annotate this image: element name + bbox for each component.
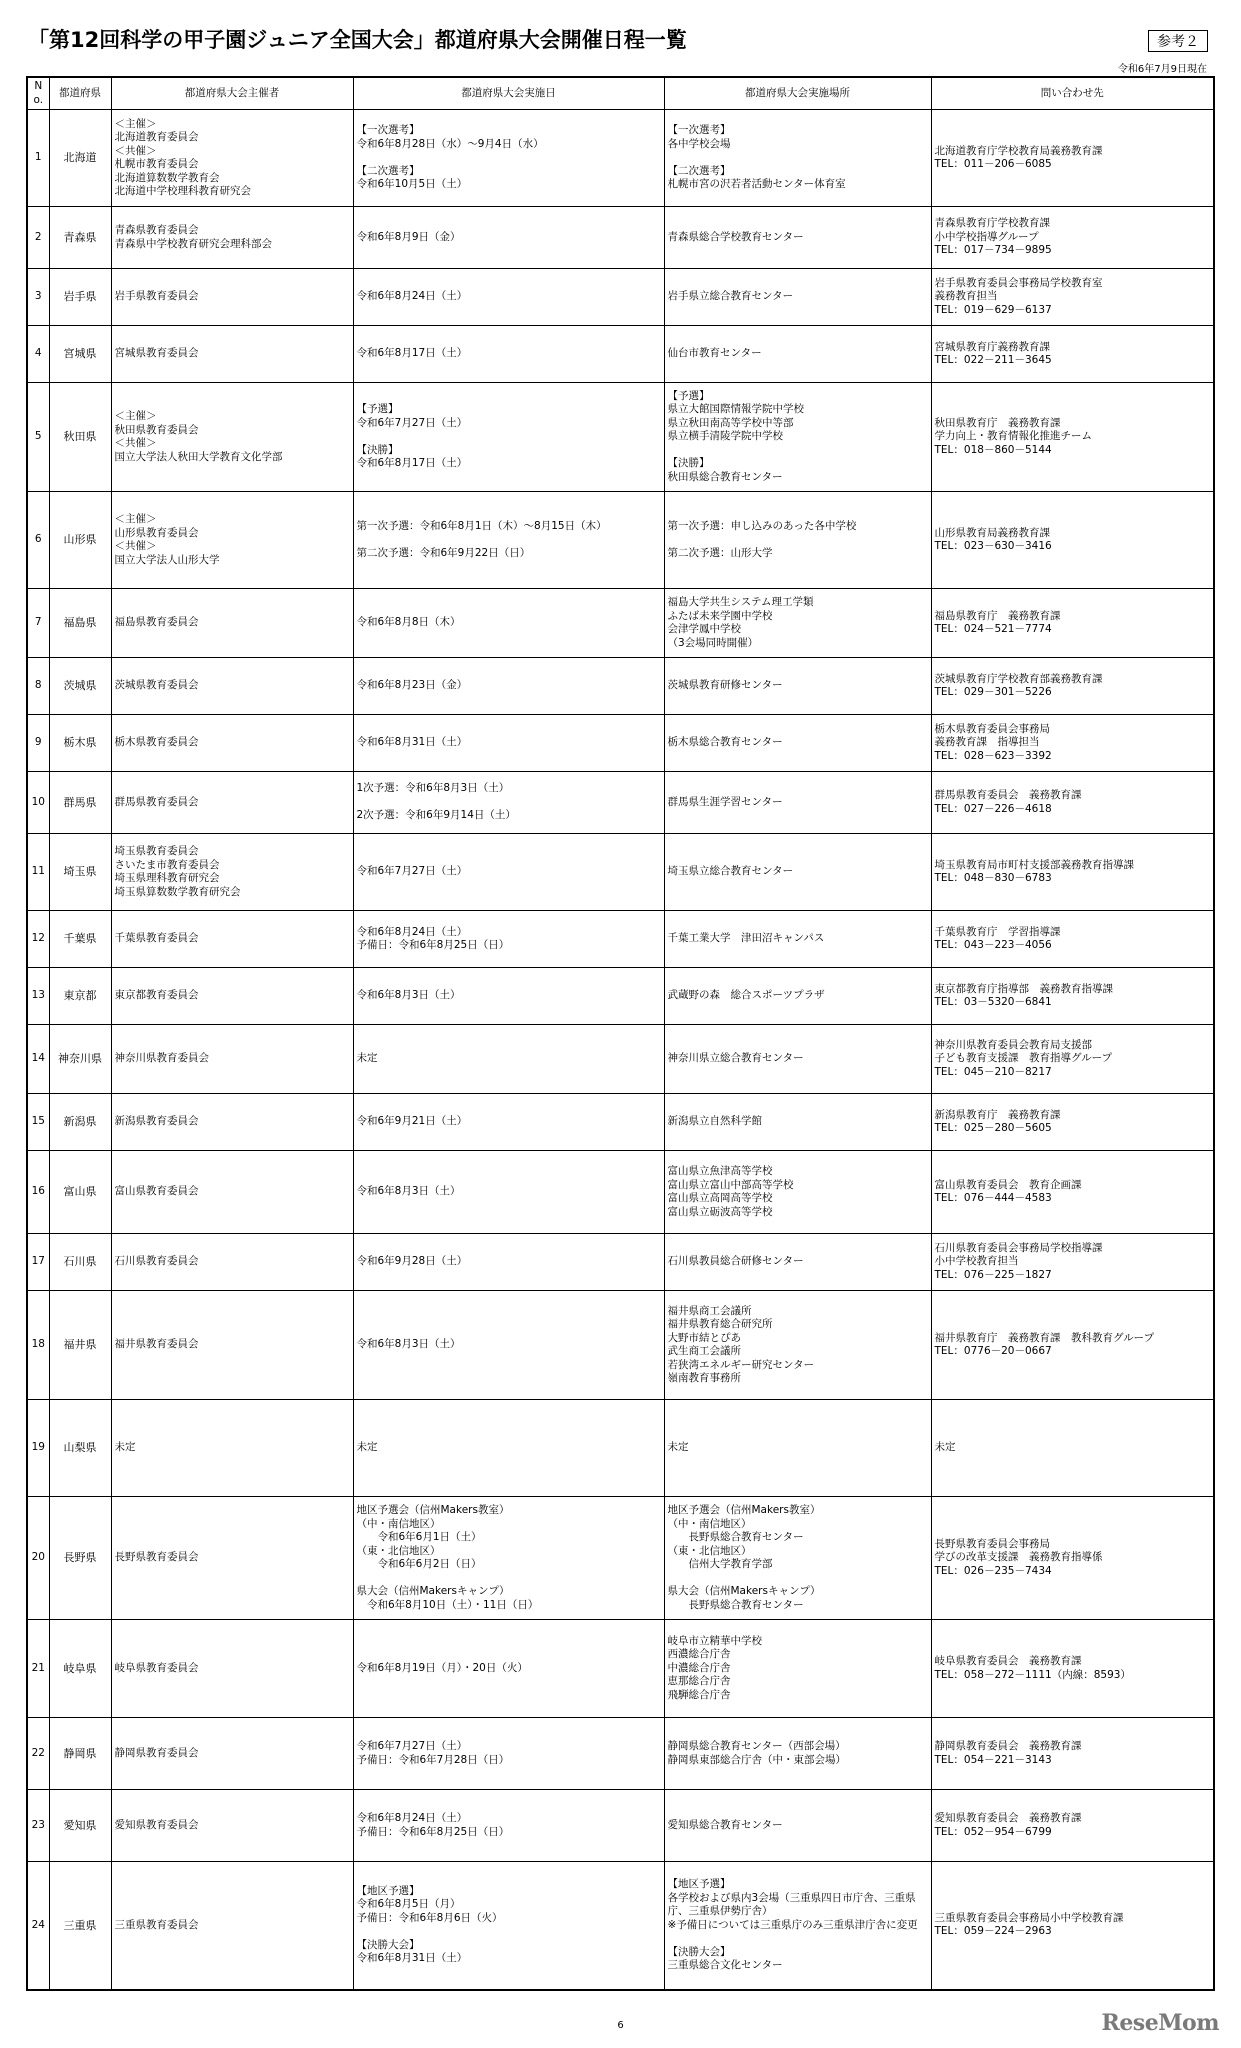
row-prefecture: 茨城県 [49,658,111,715]
row-venue: 未定 [664,1400,931,1497]
row-date: 【地区予選】 令和6年8月5日（月） 予備日：令和6年8月6日（火） 【決勝大会】 令和6年8月31日（土） [353,1862,664,1990]
table-row [27,658,1214,715]
row-organizer: 富山県教育委員会 [111,1151,353,1234]
row-prefecture: 静岡県 [49,1718,111,1790]
row-contact: 岩手県教育委員会事務局学校教育室 義務教育担当 TEL：019－629－6137 [931,269,1214,326]
row-contact: 群馬県教育委員会 義務教育課 TEL：027－226－4618 [931,772,1214,834]
row-prefecture: 東京都 [49,968,111,1025]
table-header-row [27,77,1214,110]
column-header-organizer: 都道府県大会主催者 [111,77,353,110]
row-contact: 埼玉県教育局市町村支援部義務教育指導課 TEL：048－830－6783 [931,834,1214,911]
row-date: 令和6年9月28日（土） [353,1234,664,1291]
row-venue: 武蔵野の森 総合スポーツプラザ [664,968,931,1025]
row-contact: 神奈川県教育委員会教育局支援部 子ども教育支援課 教育指導グループ TEL：045－210－8217 [931,1025,1214,1094]
row-date: 地区予選会（信州Makers教室） （中・南信地区） 令和6年6月1日（土） （東・北信地区） 令和6年6月2日（日） 県大会（信州Makersキャンプ） 令和6年8月10日（土）・11日（日） [353,1497,664,1620]
table-row [27,207,1214,269]
row-number: 21 [27,1620,49,1718]
row-date: 令和6年8月9日（金） [353,207,664,269]
row-number: 15 [27,1094,49,1151]
table-row [27,1497,1214,1620]
row-date: 令和6年7月27日（土） [353,834,664,911]
row-prefecture: 千葉県 [49,911,111,968]
row-number: 12 [27,911,49,968]
row-organizer: 石川県教育委員会 [111,1234,353,1291]
row-venue: 静岡県総合教育センター（西部会場） 静岡県東部総合庁舎（中・東部会場） [664,1718,931,1790]
row-prefecture: 北海道 [49,110,111,207]
row-number: 22 [27,1718,49,1790]
table-row [27,269,1214,326]
column-header-no: No. [27,77,49,110]
row-organizer: 茨城県教育委員会 [111,658,353,715]
table-row [27,589,1214,658]
row-contact: 秋田県教育庁 義務教育課 学力向上・教育情報化推進チーム TEL：018－860－5144 [931,383,1214,492]
row-date: 【予選】 令和6年7月27日（土） 【決勝】 令和6年8月17日（土） [353,383,664,492]
row-prefecture: 石川県 [49,1234,111,1291]
row-organizer: 長野県教育委員会 [111,1497,353,1620]
row-prefecture: 神奈川県 [49,1025,111,1094]
table-row [27,1291,1214,1400]
row-prefecture: 福島県 [49,589,111,658]
row-number: 16 [27,1151,49,1234]
row-date: 令和6年7月27日（土） 予備日：令和6年7月28日（日） [353,1718,664,1790]
row-venue: 栃木県総合教育センター [664,715,931,772]
row-contact: 三重県教育委員会事務局小中学校教育課 TEL：059－224－2963 [931,1862,1214,1990]
row-venue: 【地区予選】 各学校および県内3会場（三重県四日市庁舎、三重県庁、三重県伊勢庁舎） ※予備日については三重県庁のみ三重県津庁舎に変更 【決勝大会】 三重県総合文化センター [664,1862,931,1990]
row-venue: 新潟県立自然科学館 [664,1094,931,1151]
row-venue: 石川県教員総合研修センター [664,1234,931,1291]
row-prefecture: 青森県 [49,207,111,269]
row-contact: 茨城県教育庁学校教育部義務教育課 TEL：029－301－5226 [931,658,1214,715]
row-organizer: ＜主催＞ 北海道教育委員会 ＜共催＞ 札幌市教育委員会 北海道算数数学教育会 北海道中学校理科教育研究会 [111,110,353,207]
row-date: 令和6年8月24日（土） [353,269,664,326]
row-number: 8 [27,658,49,715]
row-contact: 福井県教育庁 義務教育課 教科教育グループ TEL：0776－20－0667 [931,1291,1214,1400]
row-prefecture: 埼玉県 [49,834,111,911]
row-contact: 栃木県教育委員会事務局 義務教育課 指導担当 TEL：028－623－3392 [931,715,1214,772]
reference-badge: 参考２ [1148,30,1208,52]
row-prefecture: 福井県 [49,1291,111,1400]
row-organizer: 群馬県教育委員会 [111,772,353,834]
row-number: 11 [27,834,49,911]
row-contact: 愛知県教育委員会 義務教育課 TEL：052－954－6799 [931,1790,1214,1862]
row-contact: 富山県教育委員会 教育企画課 TEL：076－444－4583 [931,1151,1214,1234]
row-venue: 富山県立魚津高等学校 富山県立富山中部高等学校 富山県立高岡高等学校 富山県立砺波高等学校 [664,1151,931,1234]
row-date: 令和6年8月3日（土） [353,1151,664,1234]
row-organizer: 福島県教育委員会 [111,589,353,658]
row-contact: 北海道教育庁学校教育局義務教育課 TEL：011－206－6085 [931,110,1214,207]
resemom-logo: ReseMom [1101,2010,1219,2036]
row-contact: 宮城県教育庁義務教育課 TEL：022－211－3645 [931,326,1214,383]
table-row [27,110,1214,207]
row-organizer: 宮城県教育委員会 [111,326,353,383]
row-date: 未定 [353,1400,664,1497]
row-organizer: 愛知県教育委員会 [111,1790,353,1862]
row-organizer: ＜主催＞ 秋田県教育委員会 ＜共催＞ 国立大学法人秋田大学教育文化学部 [111,383,353,492]
row-number: 1 [27,110,49,207]
row-venue: 仙台市教育センター [664,326,931,383]
row-date: 【一次選考】 令和6年8月28日（水）～9月4日（水） 【二次選考】 令和6年10月5日（土） [353,110,664,207]
row-date: 令和6年8月19日（月）・20日（火） [353,1620,664,1718]
as-of-date: 令和6年7月9日現在 [1117,64,1207,75]
row-organizer: 埼玉県教育委員会 さいたま市教育委員会 埼玉県理科教育研究会 埼玉県算数数学教育研究会 [111,834,353,911]
row-organizer: 新潟県教育委員会 [111,1094,353,1151]
table-row [27,1620,1214,1718]
row-prefecture: 秋田県 [49,383,111,492]
column-header-venue: 都道府県大会実施場所 [664,77,931,110]
table-row [27,911,1214,968]
table-row [27,1094,1214,1151]
row-organizer: 静岡県教育委員会 [111,1718,353,1790]
page-title: 「第12回科学の甲子園ジュニア全国大会」都道府県大会開催日程一覧 [28,28,687,52]
row-date: 令和6年8月24日（土） 予備日：令和6年8月25日（日） [353,911,664,968]
row-prefecture: 山梨県 [49,1400,111,1497]
row-contact: 山形県教育局義務教育課 TEL：023－630－3416 [931,492,1214,589]
row-date: 1次予選：令和6年8月3日（土） 2次予選：令和6年9月14日（土） [353,772,664,834]
row-organizer: 福井県教育委員会 [111,1291,353,1400]
row-venue: 岩手県立総合教育センター [664,269,931,326]
row-date: 令和6年8月3日（土） [353,1291,664,1400]
row-venue: 千葉工業大学 津田沼キャンパス [664,911,931,968]
row-venue: 埼玉県立総合教育センター [664,834,931,911]
row-venue: 群馬県生涯学習センター [664,772,931,834]
row-contact: 新潟県教育庁 義務教育課 TEL：025－280－5605 [931,1094,1214,1151]
row-prefecture: 三重県 [49,1862,111,1990]
table-row [27,772,1214,834]
row-prefecture: 岩手県 [49,269,111,326]
row-prefecture: 岐阜県 [49,1620,111,1718]
row-number: 7 [27,589,49,658]
row-number: 17 [27,1234,49,1291]
row-prefecture: 山形県 [49,492,111,589]
table-row [27,1790,1214,1862]
row-number: 9 [27,715,49,772]
table-row [27,383,1214,492]
row-number: 24 [27,1862,49,1990]
row-number: 6 [27,492,49,589]
row-date: 令和6年8月31日（土） [353,715,664,772]
row-number: 18 [27,1291,49,1400]
row-date: 令和6年8月8日（木） [353,589,664,658]
table-row [27,492,1214,589]
row-venue: 福井県商工会議所 福井県教育総合研究所 大野市結とぴあ 武生商工会議所 若狭湾エネルギー研究センター 嶺南教育事務所 [664,1291,931,1400]
row-prefecture: 富山県 [49,1151,111,1234]
row-contact: 岐阜県教育委員会 義務教育課 TEL：058－272－1111（内線：8593） [931,1620,1214,1718]
row-number: 5 [27,383,49,492]
row-date: 未定 [353,1025,664,1094]
column-header-contact: 問い合わせ先 [931,77,1214,110]
row-date: 令和6年8月23日（金） [353,658,664,715]
row-contact: 長野県教育委員会事務局 学びの改革支援課 義務教育指導係 TEL：026－235－7434 [931,1497,1214,1620]
row-organizer: 三重県教育委員会 [111,1862,353,1990]
row-contact: 静岡県教育委員会 義務教育課 TEL：054－221－3143 [931,1718,1214,1790]
row-organizer: 千葉県教育委員会 [111,911,353,968]
row-number: 20 [27,1497,49,1620]
row-prefecture: 新潟県 [49,1094,111,1151]
row-contact: 未定 [931,1400,1214,1497]
row-prefecture: 長野県 [49,1497,111,1620]
column-header-prefecture: 都道府県 [49,77,111,110]
row-date: 令和6年8月24日（土） 予備日：令和6年8月25日（日） [353,1790,664,1862]
table-row [27,1151,1214,1234]
row-contact: 福島県教育庁 義務教育課 TEL：024－521－7774 [931,589,1214,658]
row-prefecture: 栃木県 [49,715,111,772]
row-organizer: 岐阜県教育委員会 [111,1620,353,1718]
row-prefecture: 群馬県 [49,772,111,834]
row-number: 23 [27,1790,49,1862]
row-venue: 福島大学共生システム理工学類 ふたば未来学園中学校 会津学鳳中学校 （3会場同時開催） [664,589,931,658]
row-venue: 青森県総合学校教育センター [664,207,931,269]
table-row [27,834,1214,911]
table-row [27,1718,1214,1790]
column-header-date: 都道府県大会実施日 [353,77,664,110]
row-venue: 【一次選考】 各中学校会場 【二次選考】 札幌市宮の沢若者活動センター体育室 [664,110,931,207]
row-venue: 神奈川県立総合教育センター [664,1025,931,1094]
row-contact: 千葉県教育庁 学習指導課 TEL：043－223－4056 [931,911,1214,968]
page-number: 6 [617,2020,624,2031]
table-row [27,1025,1214,1094]
row-date: 令和6年8月3日（土） [353,968,664,1025]
row-contact: 青森県教育庁学校教育課 小中学校指導グループ TEL：017－734－9895 [931,207,1214,269]
row-contact: 石川県教育委員会事務局学校指導課 小中学校教育担当 TEL：076－225－1827 [931,1234,1214,1291]
row-number: 2 [27,207,49,269]
row-venue: 第一次予選：申し込みのあった各中学校 第二次予選：山形大学 [664,492,931,589]
schedule-table [26,76,1215,1991]
row-contact: 東京都教育庁指導部 義務教育指導課 TEL：03－5320－6841 [931,968,1214,1025]
table-row [27,326,1214,383]
table-row [27,1400,1214,1497]
row-number: 13 [27,968,49,1025]
row-organizer: 東京都教育委員会 [111,968,353,1025]
row-number: 19 [27,1400,49,1497]
row-number: 3 [27,269,49,326]
row-venue: 地区予選会（信州Makers教室） （中・南信地区） 長野県総合教育センター （東・北信地区） 信州大学教育学部 県大会（信州Makersキャンプ） 長野県総合教育センター [664,1497,931,1620]
row-venue: 【予選】 県立大館国際情報学院中学校 県立秋田南高等学校中等部 県立横手清陵学院中学校 【決勝】 秋田県総合教育センター [664,383,931,492]
table-row [27,1234,1214,1291]
table-row [27,715,1214,772]
row-date: 令和6年8月17日（土） [353,326,664,383]
row-organizer: ＜主催＞ 山形県教育委員会 ＜共催＞ 国立大学法人山形大学 [111,492,353,589]
row-organizer: 岩手県教育委員会 [111,269,353,326]
row-date: 令和6年9月21日（土） [353,1094,664,1151]
row-organizer: 青森県教育委員会 青森県中学校教育研究会理科部会 [111,207,353,269]
row-number: 10 [27,772,49,834]
row-venue: 茨城県教育研修センター [664,658,931,715]
row-date: 第一次予選：令和6年8月1日（木）～8月15日（木） 第二次予選：令和6年9月22日（日） [353,492,664,589]
row-organizer: 栃木県教育委員会 [111,715,353,772]
table-row [27,1862,1214,1990]
row-venue: 愛知県総合教育センター [664,1790,931,1862]
row-number: 4 [27,326,49,383]
row-prefecture: 愛知県 [49,1790,111,1862]
row-organizer: 神奈川県教育委員会 [111,1025,353,1094]
row-venue: 岐阜市立精華中学校 西濃総合庁舎 中濃総合庁舎 恵那総合庁舎 飛騨総合庁舎 [664,1620,931,1718]
row-number: 14 [27,1025,49,1094]
table-row [27,968,1214,1025]
row-prefecture: 宮城県 [49,326,111,383]
row-organizer: 未定 [111,1400,353,1497]
